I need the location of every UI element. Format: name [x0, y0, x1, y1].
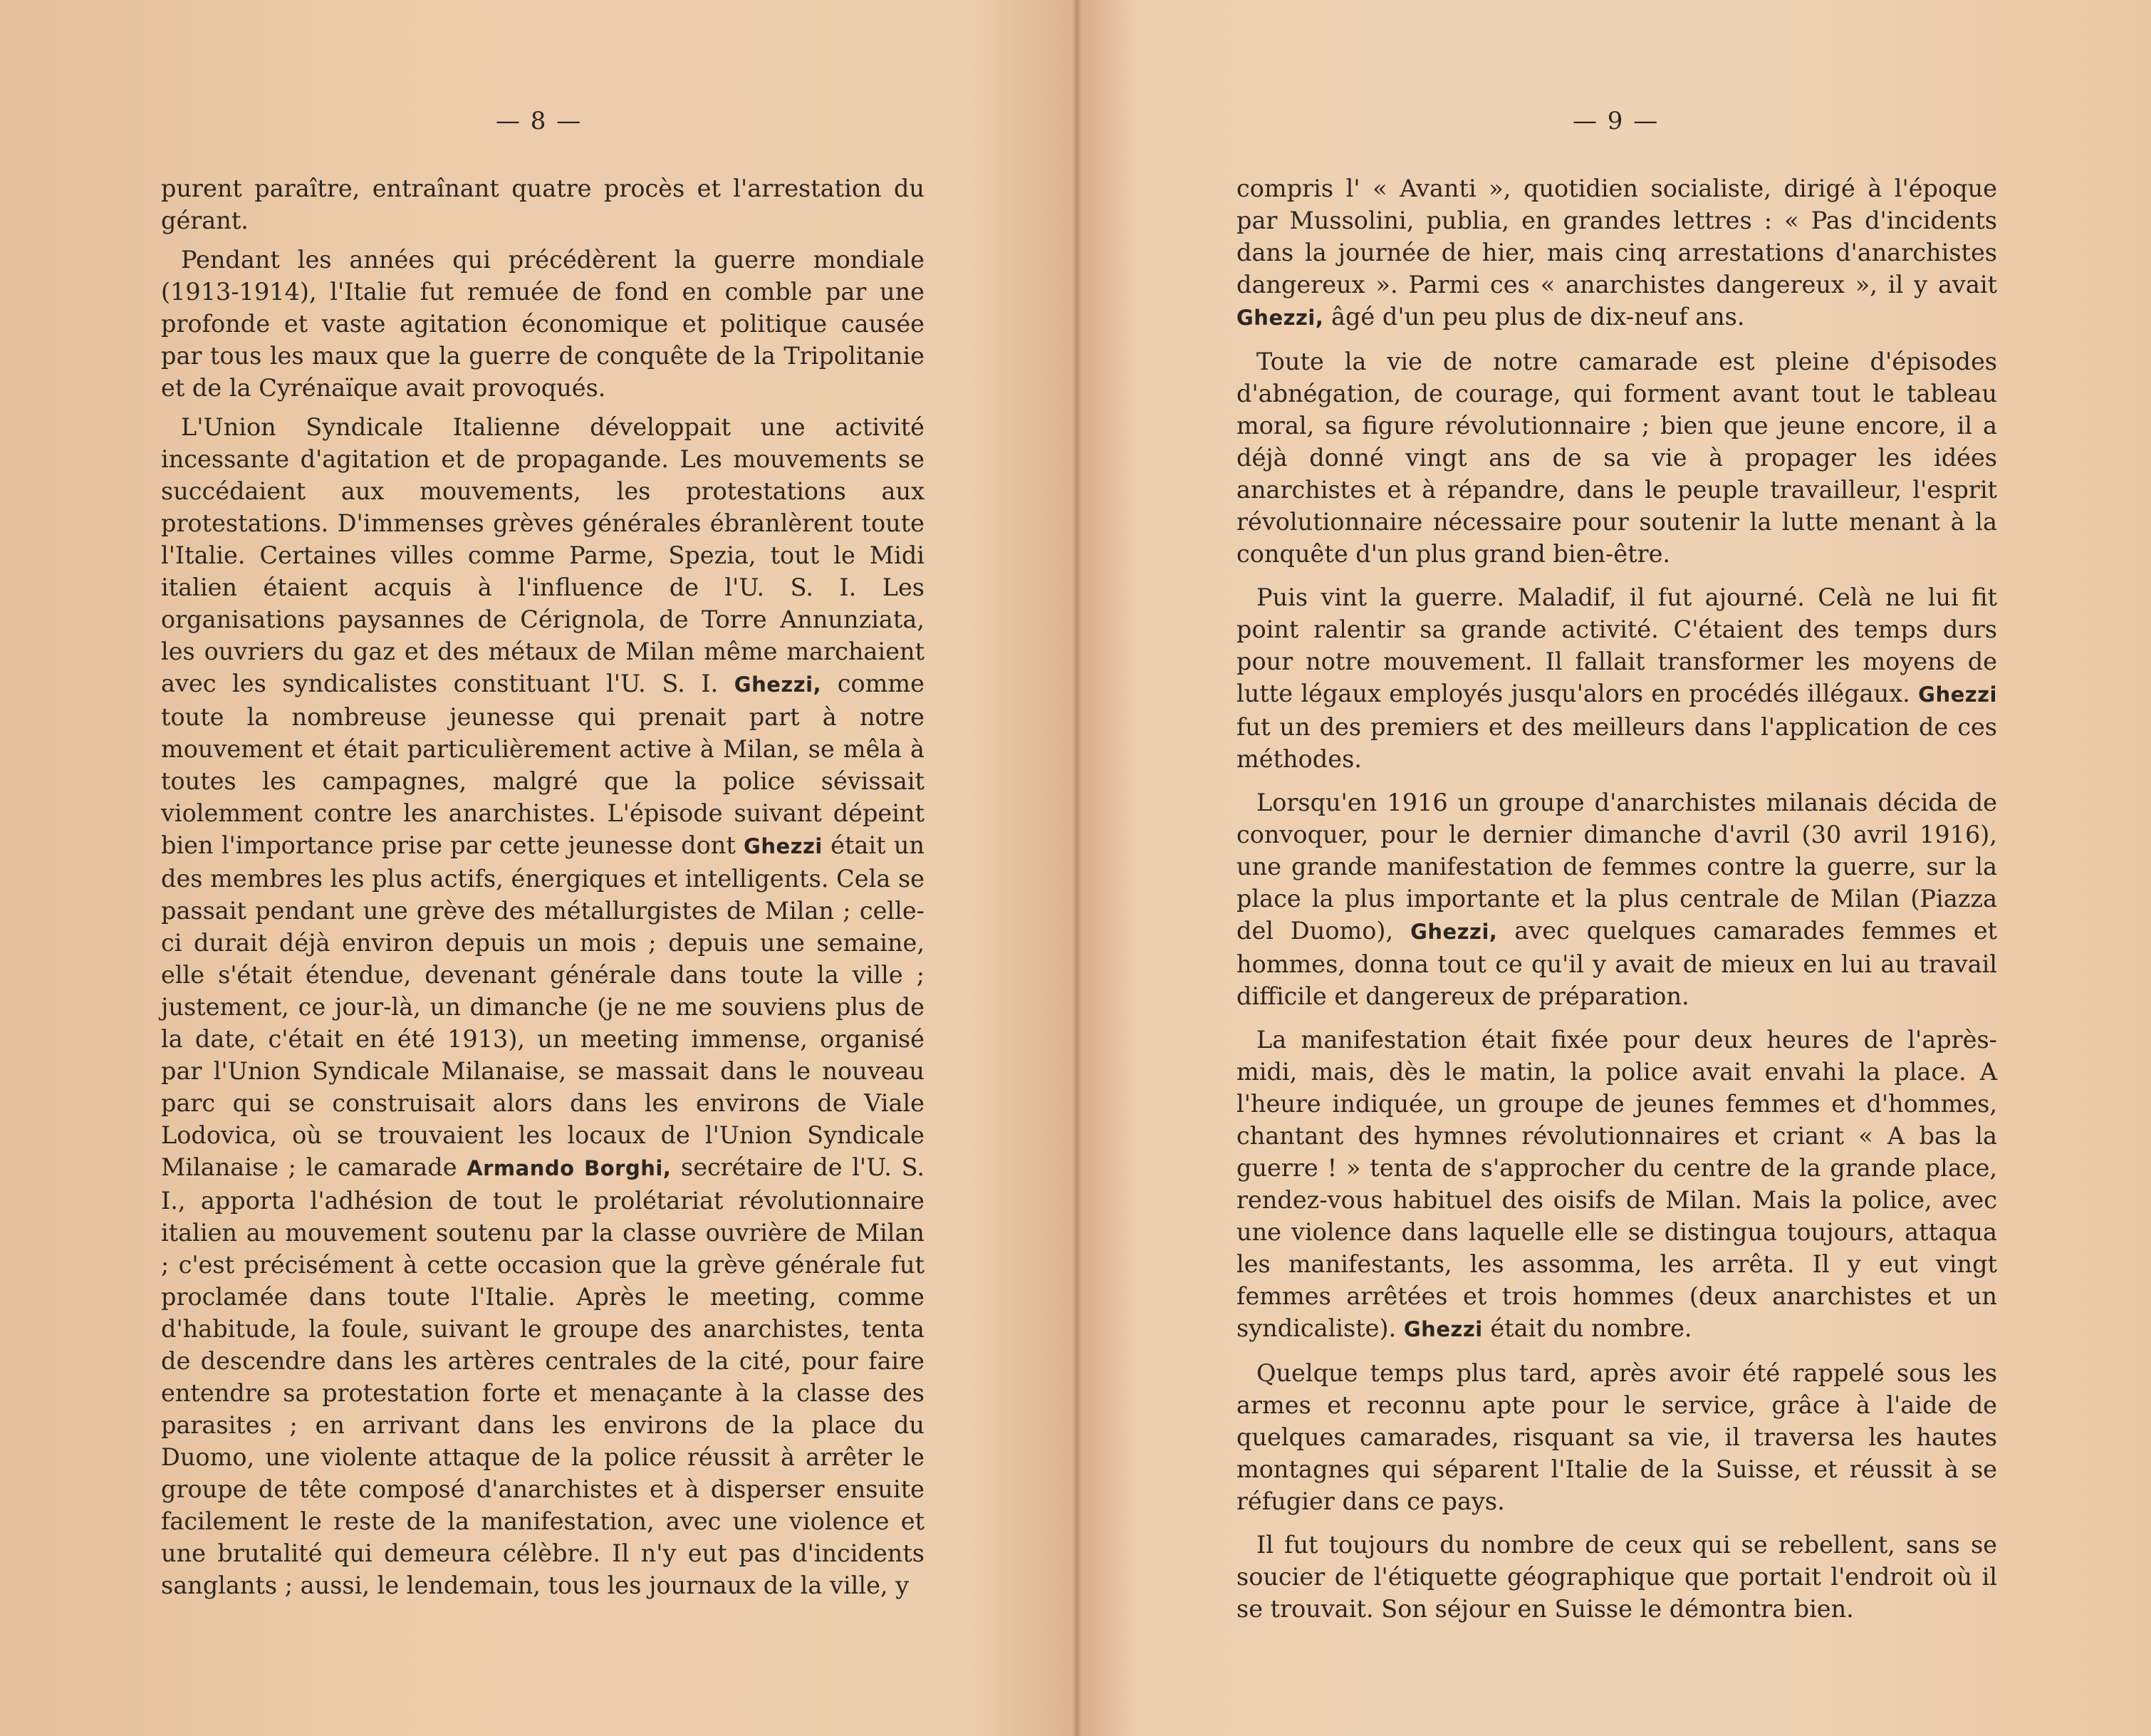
page-number: — 8 — [496, 107, 583, 135]
page-text [1236, 172, 1997, 1625]
text-run: compris l' « Avanti », quotidien socialiste, dirigé à l'époque par Mussolini, publia, en grandes lettres : « Pas d'incidents dans la journée de hier, mais cinq arrestations d'anarchistes dangereux ». Parmi ces « anarchistes dangereux », il y avait [1236, 175, 1997, 298]
text-run: Toute la vie de notre camarade est pleine d'épisodes d'abnégation, de courage, qui forment avant tout le tableau moral, sa figure révolutionnaire ; bien que jeune encore, il a déjà donné vingt ans de sa vie à propager les idées anarchistes et à répandre, dans le peuple travailleur, l'esprit révolutionnaire nécessaire pour soutenir la lutte menant à la conquête d'un plus grand bien-être. [1236, 348, 1997, 568]
text-run: secrétaire de l'U. S. I., apporta l'adhésion de tout le prolétariat révolutionnaire italien au mouvement soutenu par la classe ouvrière de Milan ; c'est précisément à cette occasion que la grève générale fut proclamée dans toute l'Italie. Après le meeting, comme d'habitude, la foule, suivant le groupe des anarchistes, tenta de descendre dans les artères centrales de la cité, pour faire entendre sa protestation forte et menaçante à la classe des parasites ; en arrivant dans les environs de la place du Duomo, une violente attaque de la police réussit à arrêter le groupe de tête composé d'anarchistes et à disperser ensuite facilement le reste de la manifestation, avec une violence et une brutalité qui demeura célèbre. Il n'y eut pas d'incidents sanglants ; aussi, le lendemain, tous les journaux de la ville, y [161, 1153, 925, 1599]
paragraph [161, 244, 925, 404]
person-name: Ghezzi [744, 834, 823, 858]
person-name: Ghezzi [1918, 682, 1997, 707]
paragraph [1236, 1024, 1997, 1346]
person-name: Ghezzi, [1236, 306, 1324, 330]
text-run: L'Union Syndicale Italienne développait une activité incessante d'agitation et de propagande. Les mouvements se succédaient aux mouvements, les protestations aux protestations. D'immenses grèves générales ébranlèrent toute l'Italie. Certaines villes comme Parme, Spezia, tout le Midi italien étaient acquis à l'influence de l'U. S. I. Les organisations paysannes de Cérignola, de Torre Annunziata, les ouvriers du gaz et des métaux de Milan même marchaient avec les syndicalistes constituant l'U. S. I. [161, 413, 925, 697]
book-gutter [1072, 0, 1082, 1736]
text-run: était du nombre. [1482, 1314, 1692, 1342]
text-run: avec quelques camarades femmes et hommes, donna tout ce qu'il y avait de mieux en lui au travail difficile et dangereux de préparation. [1236, 917, 1997, 1010]
person-name: Armando Borghi, [467, 1156, 672, 1180]
paragraph [1236, 581, 1997, 775]
text-run: Lorsqu'en 1916 un groupe d'anarchistes milanais décida de convoquer, pour le dernier dimanche d'avril (30 avril 1916), une grande manifestation de femmes contre la guerre, sur la place la plus importante et la plus centrale de Milan (Piazza del Duomo), [1236, 789, 1997, 945]
text-run: purent paraître, entraînant quatre procès et l'arrestation du gérant. [161, 175, 925, 234]
person-name: Ghezzi, [734, 672, 822, 697]
text-run: Puis vint la guerre. Maladif, il fut ajourné. Celà ne lui fit point ralentir sa grande activité. C'étaient des temps durs pour notre mouvement. Il fallait transformer les moyens de lutte légaux employés jusqu'alors en procédés illégaux. [1236, 583, 1997, 707]
text-run: fut un des premiers et des meilleurs dans l'application de ces méthodes. [1236, 713, 1997, 773]
person-name: Ghezzi, [1410, 920, 1498, 944]
page-number: — 9 — [1573, 107, 1660, 135]
text-run: comme toute la nombreuse jeunesse qui prenait part à notre mouvement et était particulièrement active à Milan, se mêla à toutes les campagnes, malgré que la police sévissait violemment contre les anarchistes. L'épisode suivant dépeint bien l'importance prise par cette jeunesse dont [161, 670, 925, 859]
text-run: La manifestation était fixée pour deux heures de l'après-midi, mais, dès le matin, la police avait envahi la place. A l'heure indiquée, un groupe de jeunes femmes et d'hommes, chantant des hymnes révolutionnaires et criant « A bas la guerre ! » tenta de s'approcher du centre de la grande place, rendez-vous habituel des oisifs de Milan. Mais la police, avec une violence dans laquelle elle se distingua toujours, attaqua les manifestants, les assomma, les arrêta. Il y eut vingt femmes arrêtées et trois hommes (deux anarchistes et un syndicaliste). [1236, 1026, 1997, 1342]
person-name: Ghezzi [1403, 1317, 1483, 1341]
paragraph [1236, 1357, 1997, 1517]
text-run: était un des membres les plus actifs, énergiques et intelligents. Cela se passait pendant une grève des métallurgistes de Milan ; celle-ci durait déjà environ depuis un mois ; depuis une semaine, elle s'était étendue, devenant générale dans toute la ville ; justement, ce jour-là, un dimanche (je ne me souviens plus de la date, c'était en été 1913), un meeting immense, organisé par l'Union Syndicale Milanaise, se massait dans le nouveau parc qui se construisait alors dans les environs de Viale Lodovica, où se trouvaient les locaux de l'Union Syndicale Milanaise ; le camarade [161, 831, 925, 1181]
text-run: Il fut toujours du nombre de ceux qui se rebellent, sans se soucier de l'étiquette géographique que portait l'endroit où il se trouvait. Son séjour en Suisse le démontra bien. [1236, 1531, 1997, 1623]
paragraph [1236, 786, 1997, 1012]
paragraph [161, 172, 925, 237]
text-run: âgé d'un peu plus de dix-neuf ans. [1323, 303, 1745, 331]
paragraph [1236, 172, 1997, 334]
text-run: Quelque temps plus tard, après avoir été rappelé sous les armes et reconnu apte pour le service, grâce à l'aide de quelques camarades, risquant sa vie, il traversa les hautes montagnes qui séparent l'Italie de la Suisse, et réussit à se réfugier dans ce pays. [1236, 1359, 1997, 1515]
paragraph [1236, 345, 1997, 570]
page-text [161, 172, 925, 1601]
paragraph [1236, 1529, 1997, 1625]
text-run: Pendant les années qui précédèrent la guerre mondiale (1913-1914), l'Italie fut remuée de fond en comble par une profonde et vaste agitation économique et politique causée par tous les maux que la guerre de conquête de la Tripolitanie et de la Cyrénaïque avait provoqués. [161, 246, 925, 402]
paragraph [161, 411, 925, 1601]
